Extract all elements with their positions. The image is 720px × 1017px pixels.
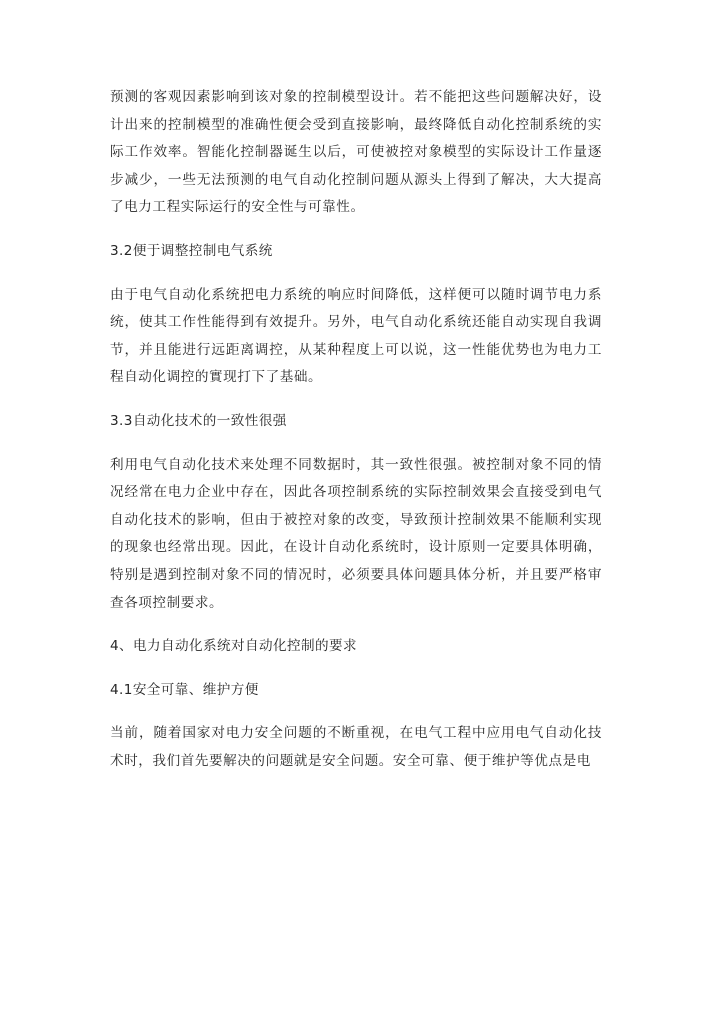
- paragraph-control-model: 预测的客观因素影响到该对象的控制模型设计。若不能把这些问题解决好，设计出来的控制模型的准确性便会受到直接影响，最终降低自动化控制系统的实际工作效率。智能化控制器诞生以后，可使被控对象模型的实际设计工作量逐步减少，一些无法预测的电气自动化控制问题从源头上得到了解决，大大提高了电力工程实际运行的安全性与可靠性。: [110, 89, 602, 216]
- section-heading-4: 4、电力自动化系统对自动化控制的要求: [110, 638, 357, 655]
- section-heading-3-3: 3.3自动化技术的一致性很强: [110, 412, 287, 429]
- document-body: [110, 84, 602, 775]
- paragraph-safety: 当前，随着国家对电力安全问题的不断重视，在电气工程中应用电气自动化技术时，我们首先要解决的问题就是安全问题。安全可靠、便于维护等优点是电: [110, 725, 602, 769]
- paragraph-system-adjustment: 由于电气自动化系统把电力系统的响应时间降低，这样便可以随时调节电力系统，使其工作性能得到有效提升。另外，电气自动化系统还能自动实现自我调节，并且能进行远距离调控，从某种程度上可以说，这一性能优势也为电力工程自动化调控的實现打下了基础。: [110, 286, 602, 386]
- section-heading-3-2: 3.2便于调整控制电气系统: [110, 242, 273, 259]
- section-heading-4-1: 4.1安全可靠、维护方便: [110, 681, 259, 698]
- paragraph-consistency: 利用电气自动化技术来处理不同数据时，其一致性很强。被控制对象不同的情况经常在电力企业中存在，因此各项控制系统的实际控制效果会直接受到电气自动化技术的影响，但由于被控对象的改变，导致预计控制效果不能顺利实现的现象也经常出现。因此，在设计自动化系统时，设计原则一定要具体明确，特别是遇到控制对象不同的情况时，必须要具体问题具体分析，并且要严格审查各项控制要求。: [110, 456, 602, 611]
